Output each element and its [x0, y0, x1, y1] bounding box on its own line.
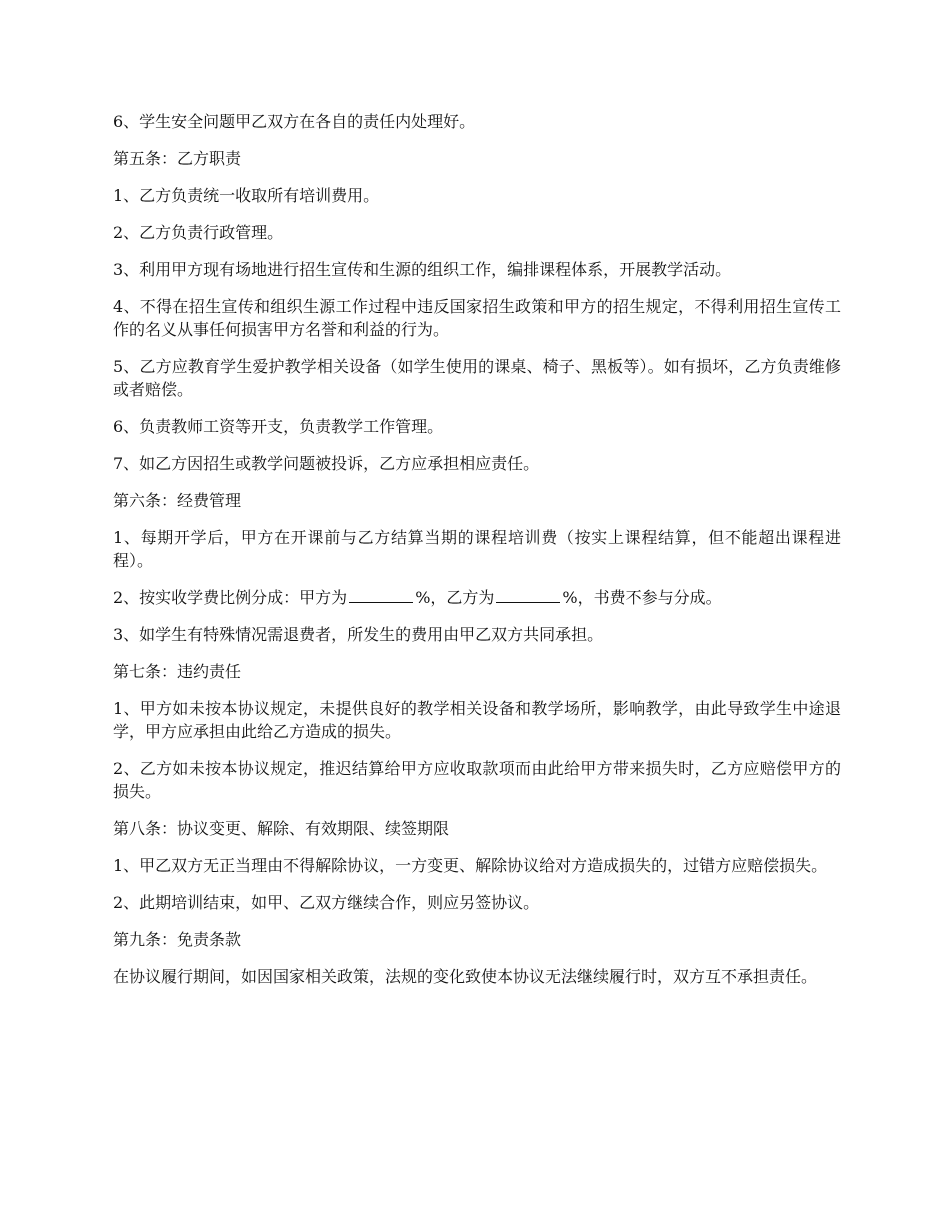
clause-paragraph: 1、甲乙双方无正当理由不得解除协议，一方变更、解除协议给对方造成损失的，过错方应赔偿损失。	[113, 856, 828, 875]
clause-paragraph: 5、乙方应教育学生爱护教学相关设备（如学生使用的课桌、椅子、黑板等）。如有损坏，乙方负责维修或者赔偿。	[113, 357, 841, 399]
clause-paragraph: 2、此期培训结束，如甲、乙双方继续合作，则应另签协议。	[113, 893, 540, 912]
clause-paragraph: 7、如乙方因招生或教学问题被投诉，乙方应承担相应责任。	[113, 454, 540, 473]
article-heading: 第五条：乙方职责	[113, 149, 242, 168]
clause-paragraph: 1、每期开学后，甲方在开课前与乙方结算当期的课程培训费（按实上课程结算，但不能超出课程进程）。	[113, 528, 841, 570]
clause-paragraph: 1、甲方如未按本协议规定，未提供良好的教学相关设备和教学场所，影响教学，由此导致学生中途退学，甲方应承担由此给乙方造成的损失。	[113, 699, 841, 741]
share-clause-middle: %，乙方为	[415, 588, 495, 607]
share-ratio-clause	[113, 586, 841, 609]
clause-paragraph: 2、乙方如未按本协议规定，推迟结算给甲方应收取款项而由此给甲方带来损失时，乙方应赔偿甲方的损失。	[113, 759, 841, 801]
share-clause-suffix: %，书费不参与分成。	[562, 588, 722, 607]
clause-paragraph: 6、学生安全问题甲乙双方在各自的责任内处理好。	[113, 112, 476, 131]
article-heading: 第九条：免责条款	[113, 930, 242, 949]
document-page	[113, 110, 841, 1002]
clause-paragraph: 6、负责教师工资等开支，负责教学工作管理。	[113, 417, 444, 436]
clause-paragraph: 4、不得在招生宣传和组织生源工作过程中违反国家招生政策和甲方的招生规定，不得利用招生宣传工作的名义从事任何损害甲方名誉和利益的行为。	[113, 297, 841, 339]
clause-paragraph: 1、乙方负责统一收取所有培训费用。	[113, 186, 380, 205]
article-heading: 第七条：违约责任	[113, 662, 242, 681]
clause-paragraph: 3、如学生有特殊情况需退费者，所发生的费用由甲乙双方共同承担。	[113, 625, 604, 644]
clause-paragraph: 在协议履行期间，如因国家相关政策，法规的变化致使本协议无法继续履行时，双方互不承担责任。	[113, 967, 818, 986]
clause-paragraph: 3、利用甲方现有场地进行招生宣传和生源的组织工作，编排课程体系，开展教学活动。	[113, 260, 732, 279]
share-clause-prefix: 2、按实收学费比例分成：甲方为	[113, 588, 348, 607]
party-b-percent-blank	[496, 587, 560, 603]
article-heading: 第八条：协议变更、解除、有效期限、续签期限	[113, 819, 450, 838]
article-heading: 第六条：经费管理	[113, 491, 242, 510]
clause-paragraph: 2、乙方负责行政管理。	[113, 223, 284, 242]
party-a-percent-blank	[349, 587, 413, 603]
